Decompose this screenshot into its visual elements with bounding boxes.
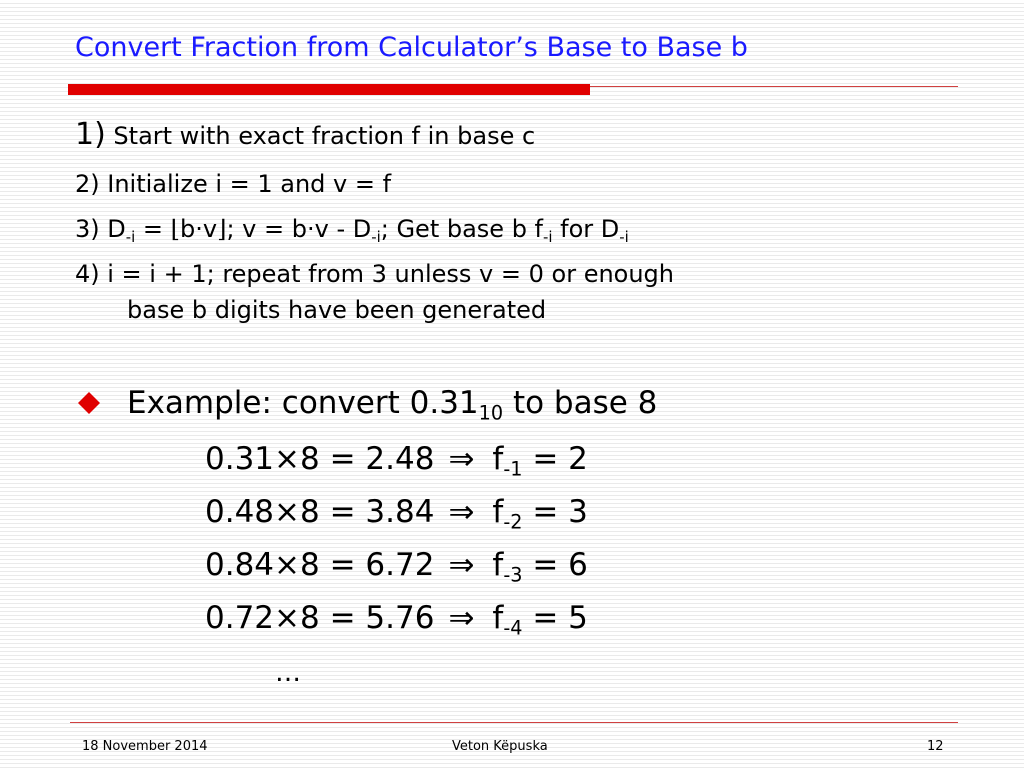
ellipsis: … <box>275 658 301 688</box>
calc-expression: 0.31×8 = 2.48 <box>205 441 435 477</box>
step-1-number: 1) <box>75 117 106 152</box>
step-1-text: Start with exact fraction f in base c <box>105 122 536 150</box>
calc-row: 0.84×8 = 6.72 ⇒ $f_{-3} = 6$ <box>205 547 588 587</box>
diamond-bullet-icon <box>78 392 100 414</box>
calc-expression: 0.84×8 = 6.72 <box>205 547 435 583</box>
calc-expression: 0.72×8 = 5.76 <box>205 600 435 636</box>
calc-expression: 0.48×8 = 3.84 <box>205 494 435 530</box>
step-3: 3) $D_{-i}$ = ⌊b·v⌋; $v = b\cdot v - D_{-i}$; Get base b $f_{-i}$ for $D_{-i}$ <box>75 215 629 247</box>
implies-arrow-icon: ⇒ <box>448 494 475 530</box>
footer-divider <box>70 722 958 723</box>
implies-arrow-icon: ⇒ <box>448 441 475 477</box>
footer-page-number: 12 <box>927 739 944 754</box>
step-4-line-2: base b digits have been generated <box>127 296 547 324</box>
step-1 <box>75 117 536 152</box>
footer-date: 18 November 2014 <box>82 739 208 754</box>
calc-row: 0.48×8 = 3.84 ⇒ $f_{-2} = 3$ <box>205 494 588 534</box>
calc-row: 0.72×8 = 5.76 ⇒ $f_{-4} = 5$ <box>205 600 588 640</box>
example-heading: Example: convert $0.31_{10}$ to base 8 <box>127 385 658 425</box>
step-4-line-1: 4) i = i + 1; repeat from 3 unless v = 0 or enough <box>75 260 675 288</box>
slide-title: Convert Fraction from Calculator’s Base to Base b <box>75 32 748 63</box>
calc-row: 0.31×8 = 2.48 ⇒ $f_{-1} = 2$ <box>205 441 588 481</box>
floor-right-bracket: ⌋ <box>217 215 227 243</box>
step-2: 2) Initialize i = 1 and v = f <box>75 170 392 198</box>
floor-left-bracket: ⌊ <box>170 215 181 243</box>
title-accent-bar <box>68 84 590 95</box>
implies-arrow-icon: ⇒ <box>448 600 475 636</box>
implies-arrow-icon: ⇒ <box>448 547 475 583</box>
footer-author: Veton Këpuska <box>452 739 548 754</box>
